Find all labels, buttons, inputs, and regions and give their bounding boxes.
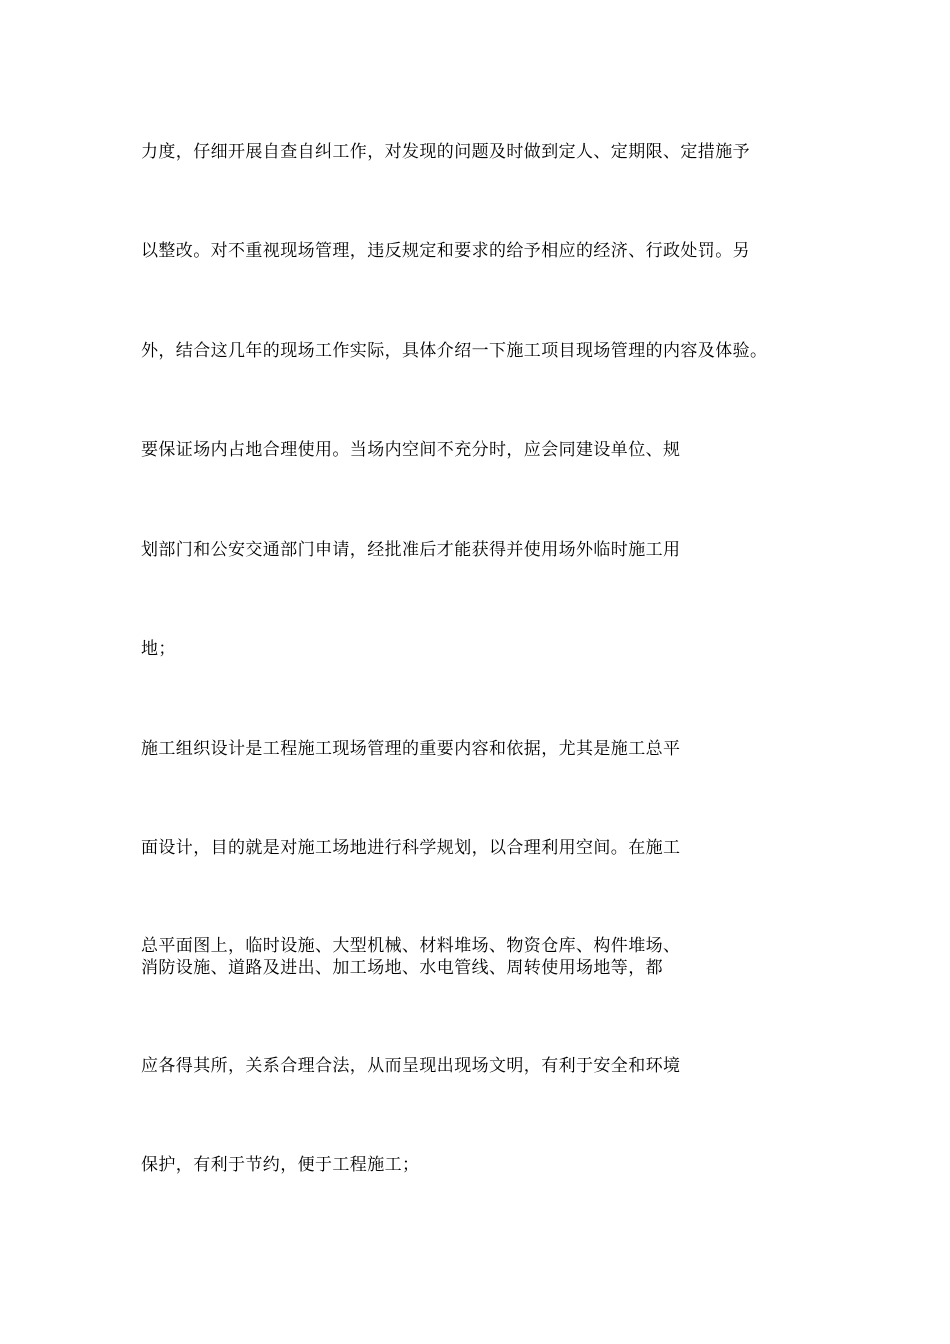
text-line: 总平面图上，临时设施、大型机械、材料堆场、物资仓库、构件堆场、 [141, 936, 681, 956]
text-line: 应各得其所，关系合理合法，从而呈现出现场文明，有利于安全和环境 [141, 1056, 681, 1076]
text-line: 要保证场内占地合理使用。当场内空间不充分时，应会同建设单位、规 [141, 440, 681, 460]
text-line: 消防设施、道路及进出、加工场地、水电管线、周转使用场地等，都 [141, 958, 663, 978]
text-line: 保护，有利于节约，便于工程施工； [141, 1155, 420, 1175]
text-line: 施工组织设计是工程施工现场管理的重要内容和依据，尤其是施工总平 [141, 739, 681, 759]
text-line: 面设计，目的就是对施工场地进行科学规划，以合理利用空间。在施工 [141, 838, 681, 858]
text-line: 划部门和公安交通部门申请，经批准后才能获得并使用场外临时施工用 [141, 540, 681, 560]
text-line: 力度，仔细开展自查自纠工作，对发现的问题及时做到定人、定期限、定措施予 [141, 142, 750, 162]
text-line: 以整改。对不重视现场管理，违反规定和要求的给予相应的经济、行政处罚。另 [141, 241, 750, 261]
text-line: 地； [141, 639, 176, 659]
text-line: 外，结合这几年的现场工作实际，具体介绍一下施工项目现场管理的内容及体验。 [141, 341, 768, 361]
